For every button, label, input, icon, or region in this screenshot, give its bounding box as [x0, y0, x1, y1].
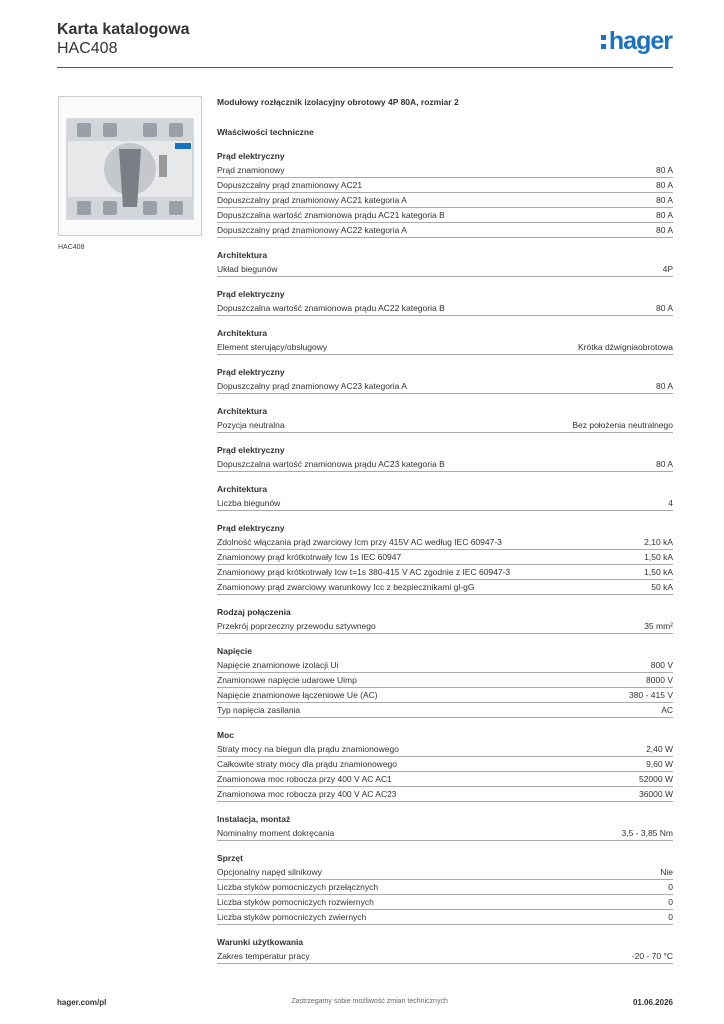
logo-text: hager [608, 27, 672, 55]
section-title: Prąd elektryczny [217, 289, 285, 299]
spec-label: Dopuszczalna wartość znamionowa prądu AC23 kategoria B [217, 459, 445, 469]
header-divider [57, 67, 673, 68]
spec-label: Zakres temperatur pracy [217, 951, 310, 961]
page-footer [57, 998, 673, 1007]
spec-row [217, 550, 673, 565]
section-title: Instalacja, montaż [217, 814, 291, 824]
section-title: Moc [217, 730, 234, 740]
spec-value: 80 A [655, 459, 673, 469]
spec-row [217, 757, 673, 772]
spec-value: 1,50 kA [644, 552, 673, 562]
section-title: Prąd elektryczny [217, 523, 285, 533]
spec-value: 52000 W [638, 774, 673, 784]
page-header [57, 20, 189, 58]
spec-label: Znamionowy prąd krótkotrwały Icw t=1s 380-415 V AC zgodnie z IEC 60947-3 [217, 567, 511, 577]
spec-section [217, 287, 673, 316]
spec-value: 8000 V [646, 675, 673, 685]
spec-row [217, 619, 673, 634]
spec-label: Nominalny moment dokręcania [217, 828, 335, 838]
spec-row [217, 787, 673, 802]
spec-label: Układ biegunów [217, 264, 278, 274]
spec-value: 0 [668, 897, 673, 907]
spec-row [217, 457, 673, 472]
spec-label: Zdolność włączania prąd zwarciowy Icm przy 415V AC według IEC 60947-3 [217, 537, 502, 547]
spec-section [217, 935, 673, 964]
section-title: Architektura [217, 406, 268, 416]
spec-label: Dopuszczalna wartość znamionowa prądu AC21 kategoria B [217, 210, 445, 220]
spec-label: Napięcie znamionowe łączeniowe Ue (AC) [217, 690, 378, 700]
spec-row [217, 688, 673, 703]
section-title: Architektura [217, 250, 268, 260]
spec-row [217, 193, 673, 208]
section-title: Rodzaj połączenia [217, 607, 291, 617]
spec-row [217, 658, 673, 673]
spec-label: Przekrój poprzeczny przewodu sztywnego [217, 621, 376, 631]
spec-label: Prąd znamionowy [217, 165, 285, 175]
logo-dots-icon [601, 35, 607, 49]
product-description: Modułowy rozłącznik izolacyjny obrotowy 4P 80A, rozmiar 2 [217, 97, 459, 107]
spec-section [217, 365, 673, 394]
spec-label: Znamionowe napięcie udarowe Uimp [217, 675, 357, 685]
spec-row [217, 340, 673, 355]
spec-section [217, 443, 673, 472]
spec-value: Nie [660, 867, 673, 877]
footer-date: 01.06.2026 [632, 998, 673, 1007]
footer-website: hager.com/pl [57, 998, 107, 1007]
spec-label: Pozycja neutralna [217, 420, 285, 430]
spec-label: Dopuszczalny prąd znamionowy AC21 kategoria A [217, 195, 407, 205]
spec-value: 80 A [655, 210, 673, 220]
spec-value: AC [661, 705, 673, 715]
section-title: Napięcie [217, 646, 252, 656]
spec-label: Znamionowy prąd krótkotrwały Icw 1s IEC 60947 [217, 552, 402, 562]
spec-row [217, 772, 673, 787]
section-title: Architektura [217, 328, 268, 338]
spec-value: 3,5 - 3,85 Nm [621, 828, 673, 838]
spec-label: Liczba styków pomocniczych przełącznych [217, 882, 379, 892]
spec-value: 0 [668, 882, 673, 892]
spec-label: Liczba biegunów [217, 498, 281, 508]
product-image [58, 96, 202, 236]
spec-value: 35 mm² [644, 621, 673, 631]
spec-row [217, 208, 673, 223]
section-title: Prąd elektryczny [217, 151, 285, 161]
spec-row [217, 673, 673, 688]
spec-section [217, 812, 673, 841]
spec-row [217, 535, 673, 550]
spec-sections [217, 149, 673, 964]
product-image-caption: HAC408 [58, 244, 85, 251]
spec-label: Dopuszczalna wartość znamionowa prądu AC22 kategoria B [217, 303, 445, 313]
hager-logo [601, 27, 672, 56]
spec-value: 36000 W [638, 789, 673, 799]
spec-label: Straty mocy na biegun dla prądu znamionowego [217, 744, 399, 754]
spec-label: Znamionowy prąd zwarciowy warunkowy Icc z bezpiecznikami gl-gG [217, 582, 475, 592]
section-title: Architektura [217, 484, 268, 494]
spec-value: 80 A [655, 180, 673, 190]
spec-value: 80 A [655, 225, 673, 235]
spec-row [217, 703, 673, 718]
spec-value: 80 A [655, 165, 673, 175]
switch-illustration [59, 97, 201, 235]
spec-row [217, 301, 673, 316]
spec-section [217, 149, 673, 238]
spec-row [217, 163, 673, 178]
spec-row [217, 865, 673, 880]
spec-label: Liczba styków pomocniczych rozwiernych [217, 897, 374, 907]
spec-value: 380 - 415 V [629, 690, 673, 700]
spec-section [217, 644, 673, 718]
section-title: Warunki użytkowania [217, 937, 304, 947]
spec-row [217, 949, 673, 964]
spec-value: 50 kA [651, 582, 673, 592]
spec-row [217, 880, 673, 895]
section-title: Prąd elektryczny [217, 367, 285, 377]
spec-row [217, 742, 673, 757]
spec-row [217, 178, 673, 193]
spec-section [217, 728, 673, 802]
spec-row [217, 496, 673, 511]
spec-label: Znamionowa moc robocza przy 400 V AC AC23 [217, 789, 397, 799]
spec-label: Znamionowa moc robocza przy 400 V AC AC1 [217, 774, 392, 784]
spec-label: Dopuszczalny prąd znamionowy AC21 [217, 180, 363, 190]
spec-section [217, 482, 673, 511]
spec-value: 0 [668, 912, 673, 922]
spec-label: Opcjonalny napęd silnikowy [217, 867, 322, 877]
spec-row [217, 262, 673, 277]
spec-label: Dopuszczalny prąd znamionowy AC23 kategoria A [217, 381, 407, 391]
spec-section [217, 605, 673, 634]
spec-row [217, 565, 673, 580]
spec-row [217, 379, 673, 394]
spec-section [217, 404, 673, 433]
spec-value: 80 A [655, 195, 673, 205]
spec-row [217, 910, 673, 925]
spec-label: Typ napięcia zasilania [217, 705, 301, 715]
spec-row [217, 895, 673, 910]
spec-label: Liczba styków pomocniczych zwiernych [217, 912, 367, 922]
footer-disclaimer: Zastrzegamy sobie możliwość zmian technicznych [291, 998, 448, 1005]
spec-value: Bez położenia neutralnego [572, 420, 673, 430]
page-title: Karta katalogowa [57, 21, 190, 38]
spec-section [217, 851, 673, 925]
spec-value: 80 A [655, 303, 673, 313]
spec-content [217, 95, 673, 964]
spec-value: -20 - 70 °C [631, 951, 673, 961]
spec-section [217, 521, 673, 595]
spec-row [217, 580, 673, 595]
spec-value: 2,10 kA [644, 537, 673, 547]
spec-row [217, 418, 673, 433]
spec-value: 4 [668, 498, 673, 508]
technical-properties-heading: Właściwości techniczne [217, 127, 314, 137]
spec-value: 9,60 W [646, 759, 673, 769]
spec-section [217, 248, 673, 277]
spec-section [217, 326, 673, 355]
spec-value: 2,40 W [646, 744, 673, 754]
spec-value: 80 A [655, 381, 673, 391]
spec-label: Element sterujący/obsługowy [217, 342, 328, 352]
spec-value: 800 V [650, 660, 673, 670]
spec-value: Krótka dźwigniaobrotowa [578, 342, 673, 352]
spec-label: Napięcie znamionowe izolacji Ui [217, 660, 339, 670]
spec-value: 4P [662, 264, 673, 274]
spec-row [217, 826, 673, 841]
spec-row [217, 223, 673, 238]
section-title: Prąd elektryczny [217, 445, 285, 455]
product-code: HAC408 [57, 40, 118, 57]
spec-label: Całkowite straty mocy dla prądu znamionowego [217, 759, 398, 769]
spec-label: Dopuszczalny prąd znamionowy AC22 kategoria A [217, 225, 407, 235]
spec-value: 1,50 kA [644, 567, 673, 577]
section-title: Sprzęt [217, 853, 243, 863]
